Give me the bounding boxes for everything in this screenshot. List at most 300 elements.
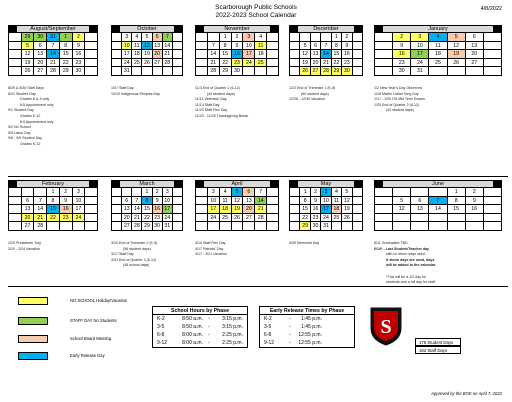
- day-cell: [255, 67, 267, 76]
- day-cell: [484, 188, 502, 197]
- legend-label: Early Release Day: [70, 353, 105, 358]
- day-cell: 6: [411, 197, 429, 206]
- day-cell: 15: [220, 50, 232, 59]
- month-title: [111, 180, 183, 187]
- phase-cell: -: [289, 324, 291, 330]
- day-cell: 8: [448, 197, 466, 206]
- day-cell: 12: [232, 197, 244, 206]
- day-cell: 24: [411, 59, 429, 68]
- day-cell: [9, 50, 22, 59]
- day-cell: 27: [22, 222, 35, 231]
- divider-bottom: [8, 286, 508, 287]
- day-cell: 10: [321, 197, 331, 206]
- day-cell: [375, 67, 393, 76]
- school-hours-row: [153, 331, 247, 339]
- day-cell: [112, 205, 122, 214]
- day-cell: 7: [255, 188, 267, 197]
- month-title: [374, 25, 502, 32]
- day-cell: [85, 33, 98, 42]
- school-hours-table: [152, 306, 248, 348]
- note-line: 11/14 Staff Day: [195, 102, 220, 107]
- note-line: Grades K & 9 only: [20, 97, 50, 102]
- day-cell: 2: [311, 188, 321, 197]
- day-cell: [429, 67, 447, 76]
- phase-cell: -: [208, 340, 210, 346]
- day-cell: 30: [34, 33, 47, 42]
- day-cell: 26: [448, 59, 466, 68]
- day-cell: 5: [300, 42, 310, 51]
- day-cell: [163, 67, 173, 76]
- month-0: [8, 25, 98, 76]
- note-line: 4/14 Staff Flex Day: [195, 241, 226, 245]
- month-name: November: [224, 26, 250, 32]
- day-cell: [466, 67, 484, 76]
- note-line: 2/20 Presidents' Day: [8, 241, 42, 245]
- day-cell: 23: [153, 214, 163, 223]
- day-cell: 11: [429, 42, 447, 51]
- month-header-cap: [270, 181, 278, 188]
- month-title: [374, 180, 502, 187]
- day-cell: 17: [163, 205, 173, 214]
- day-cell: 1: [60, 33, 73, 42]
- month-header-cap: [89, 26, 97, 33]
- month-6: [111, 180, 183, 231]
- day-cell: [173, 188, 183, 197]
- month-title: [195, 180, 279, 187]
- day-cell: [466, 214, 484, 223]
- day-cell: 31: [163, 222, 173, 231]
- day-cell: 8: [142, 197, 152, 206]
- day-cell: 12: [142, 42, 152, 51]
- day-cell: [290, 59, 300, 68]
- month-header-cap: [375, 181, 383, 188]
- day-cell: [375, 42, 393, 51]
- phase-cell: -: [208, 316, 210, 322]
- day-cell: 21: [132, 214, 142, 223]
- day-cell: 23: [342, 59, 352, 68]
- note-line: 12/2 End of Trimester 1 (K-5): [289, 86, 336, 90]
- day-cell: [375, 59, 393, 68]
- note-line: 11/11 Veterans' Day: [195, 97, 227, 102]
- day-cell: 20: [122, 214, 132, 223]
- phase-cell: -: [289, 332, 291, 338]
- month-name: June: [432, 181, 444, 187]
- day-cell: 29: [60, 67, 73, 76]
- note-line: 11/23 - 11/25 Thanksgiving Break: [195, 113, 249, 118]
- day-cell: [429, 222, 447, 231]
- legend-swatch: [18, 335, 48, 343]
- day-cell: [196, 59, 208, 68]
- day-cell: 16: [466, 205, 484, 214]
- day-cell: 15: [332, 50, 342, 59]
- day-cell: [267, 33, 279, 42]
- day-cell: [353, 214, 363, 223]
- day-cell: 10: [163, 197, 173, 206]
- day-cell: 18: [332, 205, 342, 214]
- phase-cell: 8:50 a.m.: [182, 316, 203, 322]
- school-hours-title: School Hours by Phase: [153, 307, 247, 315]
- month-grid: [195, 187, 279, 231]
- day-cell: 21: [163, 50, 173, 59]
- day-cell: 8: [332, 42, 342, 51]
- month-title: [111, 25, 183, 32]
- day-cell: 10: [411, 42, 429, 51]
- phase-cell: 3:15 p.m.: [222, 316, 243, 322]
- note-line: students and a full day for staff.: [386, 280, 436, 285]
- day-cell: [153, 67, 163, 76]
- day-cell: [47, 222, 60, 231]
- early-release-row: [260, 315, 354, 323]
- day-cell: 24: [208, 214, 220, 223]
- month-name: February: [41, 181, 64, 187]
- day-cell: 13: [153, 42, 163, 51]
- day-cell: 27: [243, 214, 255, 223]
- phase-cell: -: [208, 324, 210, 330]
- day-cell: [85, 197, 98, 206]
- phase-cell: 3-5: [157, 324, 165, 330]
- day-cell: [290, 50, 300, 59]
- day-cell: 2: [153, 188, 163, 197]
- day-cell: [85, 67, 98, 76]
- day-cell: 7: [321, 42, 331, 51]
- notes-november: [195, 86, 287, 120]
- month-name: December: [313, 26, 339, 32]
- day-cell: [85, 205, 98, 214]
- day-cell: 1: [47, 188, 60, 197]
- day-cell: [220, 222, 232, 231]
- day-cell: [429, 188, 447, 197]
- day-cell: 16: [393, 50, 411, 59]
- day-cell: [353, 197, 363, 206]
- day-cell: 2: [466, 188, 484, 197]
- note-line: 9/6 - 9/9 Student Day: [8, 136, 42, 141]
- note-line: 4/17 - 4/21 Vacation: [195, 252, 227, 257]
- month-grid: [8, 187, 98, 231]
- day-cell: 3: [163, 188, 173, 197]
- note-line: 6/11 Graduation TBD: [374, 241, 408, 245]
- day-cell: 8: [300, 197, 310, 206]
- day-cell: 16: [342, 50, 352, 59]
- day-cell: [34, 188, 47, 197]
- notes-march: [111, 241, 203, 269]
- month-grid: [289, 187, 363, 231]
- day-cell: [243, 222, 255, 231]
- month-1: [111, 25, 183, 76]
- day-cell: [9, 197, 22, 206]
- notes-may: [289, 241, 381, 247]
- day-cell: 13: [122, 205, 132, 214]
- day-cell: 31: [321, 222, 331, 231]
- day-cell: 29: [332, 67, 342, 76]
- month-header-cap: [196, 181, 204, 188]
- day-cell: 17: [243, 50, 255, 59]
- notes-january: [374, 86, 466, 114]
- day-cell: 14: [208, 50, 220, 59]
- print-date: 4/8/2022: [480, 6, 502, 12]
- day-cell: 21: [47, 59, 60, 68]
- day-cell: [411, 214, 429, 223]
- day-cell: 31: [122, 67, 132, 76]
- day-cell: 30: [73, 67, 86, 76]
- month-title: [289, 25, 363, 32]
- note-line: 6:5 Appointment only: [20, 119, 54, 124]
- notes-december: [289, 86, 381, 103]
- day-cell: 5: [22, 42, 35, 51]
- day-cell: [375, 33, 393, 42]
- note-line: 11/23 Staff Flex Day: [195, 108, 228, 113]
- legend-swatch: [18, 317, 48, 325]
- notes-june: [374, 241, 466, 286]
- day-cell: 3: [321, 188, 331, 197]
- day-cell: 13: [34, 50, 47, 59]
- phase-cell: 8:00 a.m.: [182, 332, 203, 338]
- day-cell: 21: [255, 205, 267, 214]
- phase-cell: 6-8: [264, 332, 272, 338]
- day-cell: 30: [393, 67, 411, 76]
- day-cell: 16: [73, 50, 86, 59]
- phase-cell: 1:45 p.m.: [301, 316, 322, 322]
- day-cell: 14: [34, 205, 47, 214]
- month-header-cap: [112, 181, 120, 188]
- day-cell: 5: [142, 33, 152, 42]
- month-header-cap: [196, 26, 204, 33]
- day-cell: [290, 42, 300, 51]
- day-cell: 25: [255, 59, 267, 68]
- phase-cell: 2:25 p.m.: [222, 332, 243, 338]
- day-cell: 21: [321, 59, 331, 68]
- student-days-count: 176 Student Days: [415, 338, 461, 346]
- note-line: 11/4 End of Quarter 1 (6-12): [195, 86, 240, 90]
- day-cell: 29: [220, 67, 232, 76]
- day-cell: [85, 50, 98, 59]
- day-cell: [484, 67, 502, 76]
- note-line: 5/29 Memorial Day: [289, 241, 320, 245]
- day-cell: 28: [255, 214, 267, 223]
- day-cell: 30: [232, 67, 244, 76]
- day-cell: 7: [208, 42, 220, 51]
- note-line: with no storm days used.: [386, 252, 426, 257]
- day-cell: 27: [466, 59, 484, 68]
- day-cell: 28: [47, 67, 60, 76]
- day-cell: 5: [342, 188, 352, 197]
- day-cell: 1: [332, 33, 342, 42]
- day-cell: 19: [142, 50, 152, 59]
- day-cell: 11: [255, 42, 267, 51]
- day-cell: [375, 50, 393, 59]
- day-cell: [9, 205, 22, 214]
- notes-aug_sep: [8, 86, 100, 148]
- day-cell: 20: [466, 50, 484, 59]
- day-cell: 20: [22, 214, 35, 223]
- note-line: 8/29 & 8/30 Staff Days: [8, 86, 44, 90]
- month-name: October: [137, 26, 157, 32]
- day-cell: 16: [60, 205, 73, 214]
- phase-cell: 12:55 p.m.: [298, 332, 322, 338]
- day-cell: 3: [243, 33, 255, 42]
- day-cell: 7: [47, 42, 60, 51]
- day-cell: [208, 222, 220, 231]
- day-cell: [132, 67, 142, 76]
- day-cell: 13: [311, 50, 321, 59]
- day-cell: 9: [342, 42, 352, 51]
- month-name: August/September: [30, 26, 76, 32]
- day-cell: [112, 188, 122, 197]
- day-cell: 19: [448, 50, 466, 59]
- day-cell: 4: [255, 33, 267, 42]
- note-line: 9/5 Labor Day: [8, 130, 31, 135]
- early-release-row: [260, 323, 354, 331]
- day-cell: 1: [300, 188, 310, 197]
- note-line: (42 student days): [386, 108, 414, 113]
- note-line: (60 student days): [301, 91, 329, 96]
- early-release-table: [259, 306, 355, 348]
- month-8: [289, 180, 363, 231]
- month-grid: [374, 187, 502, 231]
- day-cell: [85, 188, 98, 197]
- month-header-cap: [290, 26, 298, 33]
- note-line: (46 school days): [123, 263, 150, 268]
- day-cell: [173, 214, 183, 223]
- notes-october: [111, 86, 203, 97]
- day-cell: [132, 188, 142, 197]
- day-cell: 19: [22, 59, 35, 68]
- day-cell: [290, 214, 300, 223]
- month-header-cap: [112, 26, 120, 33]
- day-cell: 12: [393, 205, 411, 214]
- note-line: 6/14* - Last Student/Teacher day: [374, 246, 430, 251]
- day-cell: 10: [73, 197, 86, 206]
- logo-letter: S: [380, 316, 392, 338]
- month-title: [195, 25, 279, 32]
- month-grid: [374, 32, 502, 76]
- month-grid: [195, 32, 279, 76]
- day-cell: [375, 197, 393, 206]
- day-cell: [196, 67, 208, 76]
- day-cell: 11: [332, 197, 342, 206]
- day-cell: [342, 222, 352, 231]
- note-line: (44 student days): [207, 91, 235, 96]
- day-cell: [142, 67, 152, 76]
- month-title: [289, 180, 363, 187]
- day-cell: [290, 222, 300, 231]
- day-cell: 15: [448, 205, 466, 214]
- day-cell: 27: [153, 59, 163, 68]
- day-cell: [173, 197, 183, 206]
- day-cell: 16: [311, 205, 321, 214]
- day-cell: 7: [429, 197, 447, 206]
- day-cell: 9: [393, 42, 411, 51]
- month-header-cap: [493, 181, 501, 188]
- day-cell: 19: [300, 59, 310, 68]
- day-cell: [85, 222, 98, 231]
- day-cell: 20: [153, 50, 163, 59]
- day-cell: 14: [132, 205, 142, 214]
- legend-swatch: [18, 297, 48, 305]
- day-cell: 8: [60, 42, 73, 51]
- day-cell: 28: [208, 67, 220, 76]
- day-cell: [353, 67, 363, 76]
- day-cell: [112, 33, 122, 42]
- month-header-cap: [9, 181, 17, 188]
- day-cell: 11: [220, 197, 232, 206]
- day-cell: [173, 67, 183, 76]
- day-cell: 13: [22, 205, 35, 214]
- day-cell: 1: [142, 188, 152, 197]
- month-2: [195, 25, 279, 76]
- phase-cell: -: [289, 340, 291, 346]
- day-cell: 19: [232, 205, 244, 214]
- day-cell: [448, 222, 466, 231]
- day-cell: 10: [122, 42, 132, 51]
- day-cell: [393, 188, 411, 197]
- day-cell: 28: [34, 222, 47, 231]
- day-cell: [60, 222, 73, 231]
- day-cell: [267, 59, 279, 68]
- day-cell: [375, 214, 393, 223]
- month-grid: [111, 187, 183, 231]
- day-cell: [196, 33, 208, 42]
- school-logo: [369, 306, 403, 346]
- day-cell: 15: [300, 205, 310, 214]
- month-title: [8, 25, 98, 32]
- day-cell: 2: [342, 33, 352, 42]
- phase-cell: 2:25 p.m.: [222, 340, 243, 346]
- note-line: 3/10 End of Trimester 2 (K-5): [111, 241, 158, 245]
- month-header-cap: [174, 26, 182, 33]
- day-cell: [411, 222, 429, 231]
- day-cell: [353, 50, 363, 59]
- day-cell: 23: [73, 59, 86, 68]
- day-cell: [353, 59, 363, 68]
- day-cell: [290, 205, 300, 214]
- day-cell: [173, 59, 183, 68]
- day-cell: 26: [300, 67, 310, 76]
- day-cell: 7: [132, 197, 142, 206]
- legend-staff_day: [18, 317, 158, 326]
- day-cell: [112, 67, 122, 76]
- day-cell: [112, 42, 122, 51]
- day-cell: [267, 205, 279, 214]
- day-cell: 9: [60, 197, 73, 206]
- note-line: 3/31 End of Quarter 3 (6-12): [111, 257, 157, 262]
- day-cell: 7: [163, 33, 173, 42]
- month-grid: [111, 32, 183, 76]
- day-cell: 1: [220, 33, 232, 42]
- day-cell: 19: [342, 205, 352, 214]
- day-cell: 14: [47, 50, 60, 59]
- day-cell: 28: [132, 222, 142, 231]
- day-cell: [9, 33, 22, 42]
- month-4: [374, 25, 502, 76]
- month-header-cap: [493, 26, 501, 33]
- day-cell: [255, 222, 267, 231]
- day-cell: 9: [466, 197, 484, 206]
- day-cell: [112, 197, 122, 206]
- day-cell: 29: [300, 222, 310, 231]
- month-3: [289, 25, 363, 76]
- phase-cell: 1:45 p.m.: [301, 324, 322, 330]
- day-cell: [267, 188, 279, 197]
- day-cell: 3: [411, 33, 429, 42]
- day-cell: 18: [220, 205, 232, 214]
- day-cell: [353, 205, 363, 214]
- day-cell: 17: [321, 205, 331, 214]
- day-cell: [112, 222, 122, 231]
- note-line: *This will be a 1/2 day for: [386, 274, 427, 279]
- day-cell: [375, 222, 393, 231]
- day-cell: 3: [208, 188, 220, 197]
- day-cell: [290, 67, 300, 76]
